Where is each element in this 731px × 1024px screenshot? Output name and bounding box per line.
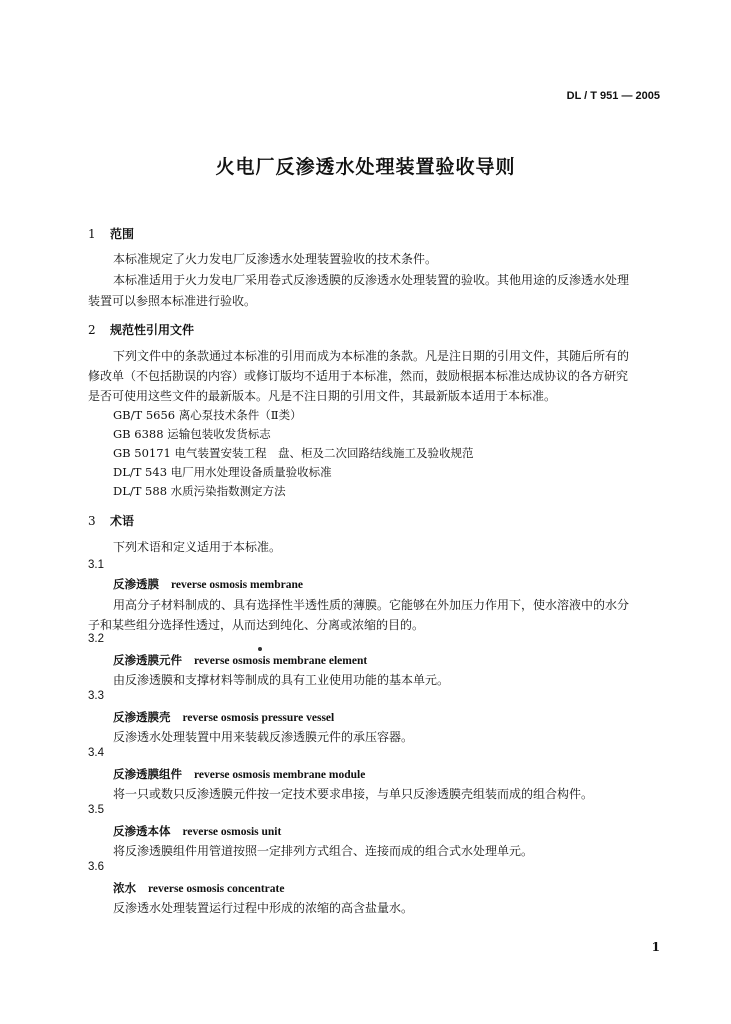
term-zh: 反渗透膜 [113,577,159,591]
term-en: reverse osmosis membrane [171,579,304,591]
term-en: reverse osmosis unit [182,826,282,838]
term-zh: 反渗透膜组件 [113,767,182,781]
reference-item: DL/T 543 电厂用水处理设备质量验收标准 [113,465,332,479]
term-definition-line: 将反渗透膜组件用管道按照一定排列方式组合、连接而成的组合式水处理单元。 [113,844,534,858]
reference-item: GB 6388 运输包装收发货标志 [113,427,271,441]
term-entry [113,576,303,592]
term-definition-line: 用高分子材料制成的、具有选择性半透性质的薄膜。它能够在外加压力作用下，使水溶液中的水分 [113,598,630,612]
section-heading-terms [88,512,134,529]
term-zh: 反渗透膜壳 [113,710,171,724]
paragraph-line: 本标准适用于火力发电厂采用卷式反渗透膜的反渗透水处理装置的验收。其他用途的反渗透水处理 [113,273,630,287]
clause-number: 3.4 [88,747,104,759]
term-en: reverse osmosis membrane element [194,655,368,667]
term-zh: 反渗透膜元件 [113,653,182,667]
term-entry [113,823,281,839]
clause-number: 3.1 [88,559,104,571]
section-title: 规范性引用文件 [110,323,195,337]
paragraph-line: 是否可使用这些文件的最新版本。凡是不注日期的引用文件，其最新版本适用于本标准。 [88,389,557,403]
reference-item: DL/T 588 水质污染指数测定方法 [113,484,286,498]
term-entry [113,652,367,668]
reference-item: GB/T 5656 离心泵技术条件（Ⅱ类） [113,408,302,422]
paragraph: 下列术语和定义适用于本标准。 [113,540,282,554]
term-definition-line: 反渗透水处理装置中用来装载反渗透膜元件的承压容器。 [113,730,414,744]
section-number: 1 [88,227,96,241]
document-title: 火电厂反渗透水处理装置验收导则 [215,156,516,178]
term-entry [113,880,284,896]
term-definition-line: 由反渗透膜和支撑材料等制成的具有工业使用功能的基本单元。 [113,673,450,687]
paragraph: 本标准规定了火力发电厂反渗透水处理装置验收的技术条件。 [113,252,438,266]
term-entry [113,709,334,725]
section-number: 3 [88,514,96,528]
term-entry [113,766,365,782]
term-definition-line: 将一只或数只反渗透膜元件按一定技术要求串接，与单只反渗透膜壳组装而成的组合构件。 [113,787,594,801]
clause-number: 3.5 [88,804,104,816]
clause-number: 3.6 [88,861,104,873]
clause-number: 3.2 [88,633,104,645]
clause-number: 3.3 [88,690,104,702]
section-title: 范围 [110,227,135,241]
section-title: 术语 [110,514,135,528]
section-number: 2 [88,323,96,337]
scan-speck [258,647,262,651]
page-number: 1 [651,940,660,954]
term-definition-line: 反渗透水处理装置运行过程中形成的浓缩的高含盐量水。 [113,901,414,915]
term-definition-line: 子和某些组分选择性透过，从而达到纯化、分离或浓缩的目的。 [88,618,425,632]
standard-code: DL / T 951 — 2005 [566,90,660,102]
reference-item: GB 50171 电气装置安装工程 盘、柜及二次回路结线施工及验收规范 [113,446,474,460]
term-en: reverse osmosis pressure vessel [182,712,335,724]
paragraph-line: 下列文件中的条款通过本标准的引用而成为本标准的条款。凡是注日期的引用文件，其随后所有的 [113,349,630,363]
term-en: reverse osmosis concentrate [148,883,285,895]
paragraph-line: 装置可以参照本标准进行验收。 [88,294,257,308]
section-heading-scope [88,225,134,242]
paragraph-line: 修改单（不包括勘误的内容）或修订版均不适用于本标准，然而，鼓励根据本标准达成协议的各方研究 [88,369,629,383]
section-heading-normative-references [88,321,194,338]
term-en: reverse osmosis membrane module [194,769,366,781]
term-zh: 反渗透本体 [113,824,171,838]
term-zh: 浓水 [113,881,136,895]
